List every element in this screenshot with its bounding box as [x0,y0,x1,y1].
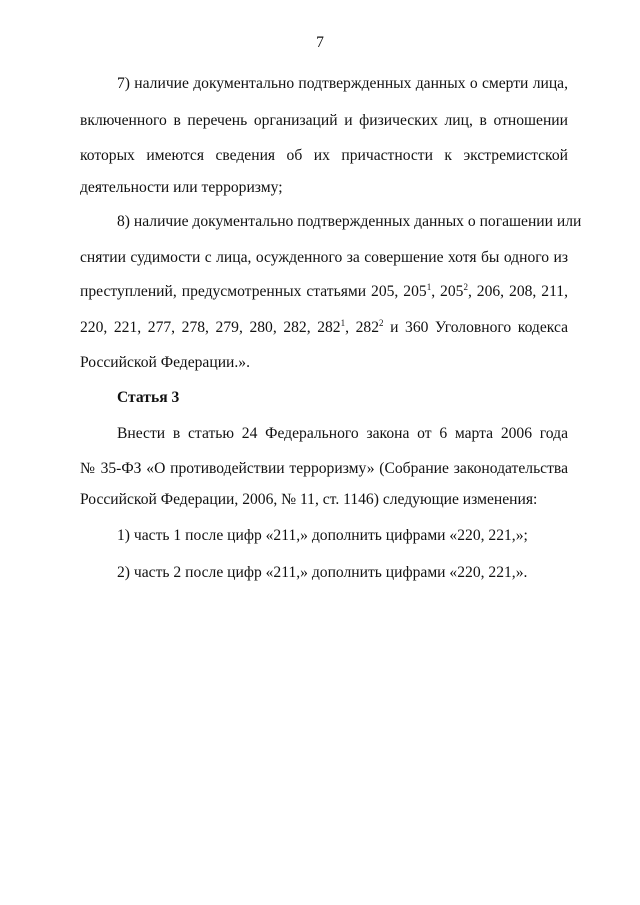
text: и 360 Уголовного кодекса [383,319,568,336]
article-heading: Статья 3 [117,389,180,406]
text: , 206, 208, 211, [467,283,568,300]
item8-line: Российской Федерации.». [80,354,250,371]
superscript: 1 [340,318,346,328]
change-item-1: 1) часть 1 после цифр «211,» дополнить цифрами «220, 221,»; [117,527,528,544]
text: , 205 [431,283,464,300]
item8-line [80,283,568,301]
item7-line: деятельности или терроризму; [80,179,283,196]
page-number: 7 [316,34,324,51]
superscript: 2 [463,282,468,292]
superscript: 1 [426,282,432,292]
superscript: 2 [379,318,384,328]
item7-line: 7) наличие документально подтвержденных данных о смерти лица, [117,75,568,92]
text: 220, 221, 277, 278, 279, 280, 282, 282 [80,319,341,336]
item7-line: включенного в перечень организаций и физических лиц, в отношении [80,112,568,129]
item8-line [80,319,568,337]
item8-line: снятии судимости с лица, осужденного за совершение хотя бы одного из [80,249,568,266]
item7-line: которых имеются сведения об их причастности к экстремистской [80,147,568,164]
article3-line: Российской Федерации, 2006, № 11, ст. 1146) следующие изменения: [80,491,538,508]
text: , 282 [345,319,379,336]
change-item-2: 2) часть 2 после цифр «211,» дополнить цифрами «220, 221,». [117,564,528,581]
text: преступлений, предусмотренных статьями 205, 205 [80,283,427,300]
item8-line: 8) наличие документально подтвержденных данных о погашении или [117,213,582,230]
article3-line: Внести в статью 24 Федерального закона от 6 марта 2006 года [117,425,568,442]
article3-line: № 35-ФЗ «О противодействии терроризму» (Собрание законодательства [80,460,568,477]
